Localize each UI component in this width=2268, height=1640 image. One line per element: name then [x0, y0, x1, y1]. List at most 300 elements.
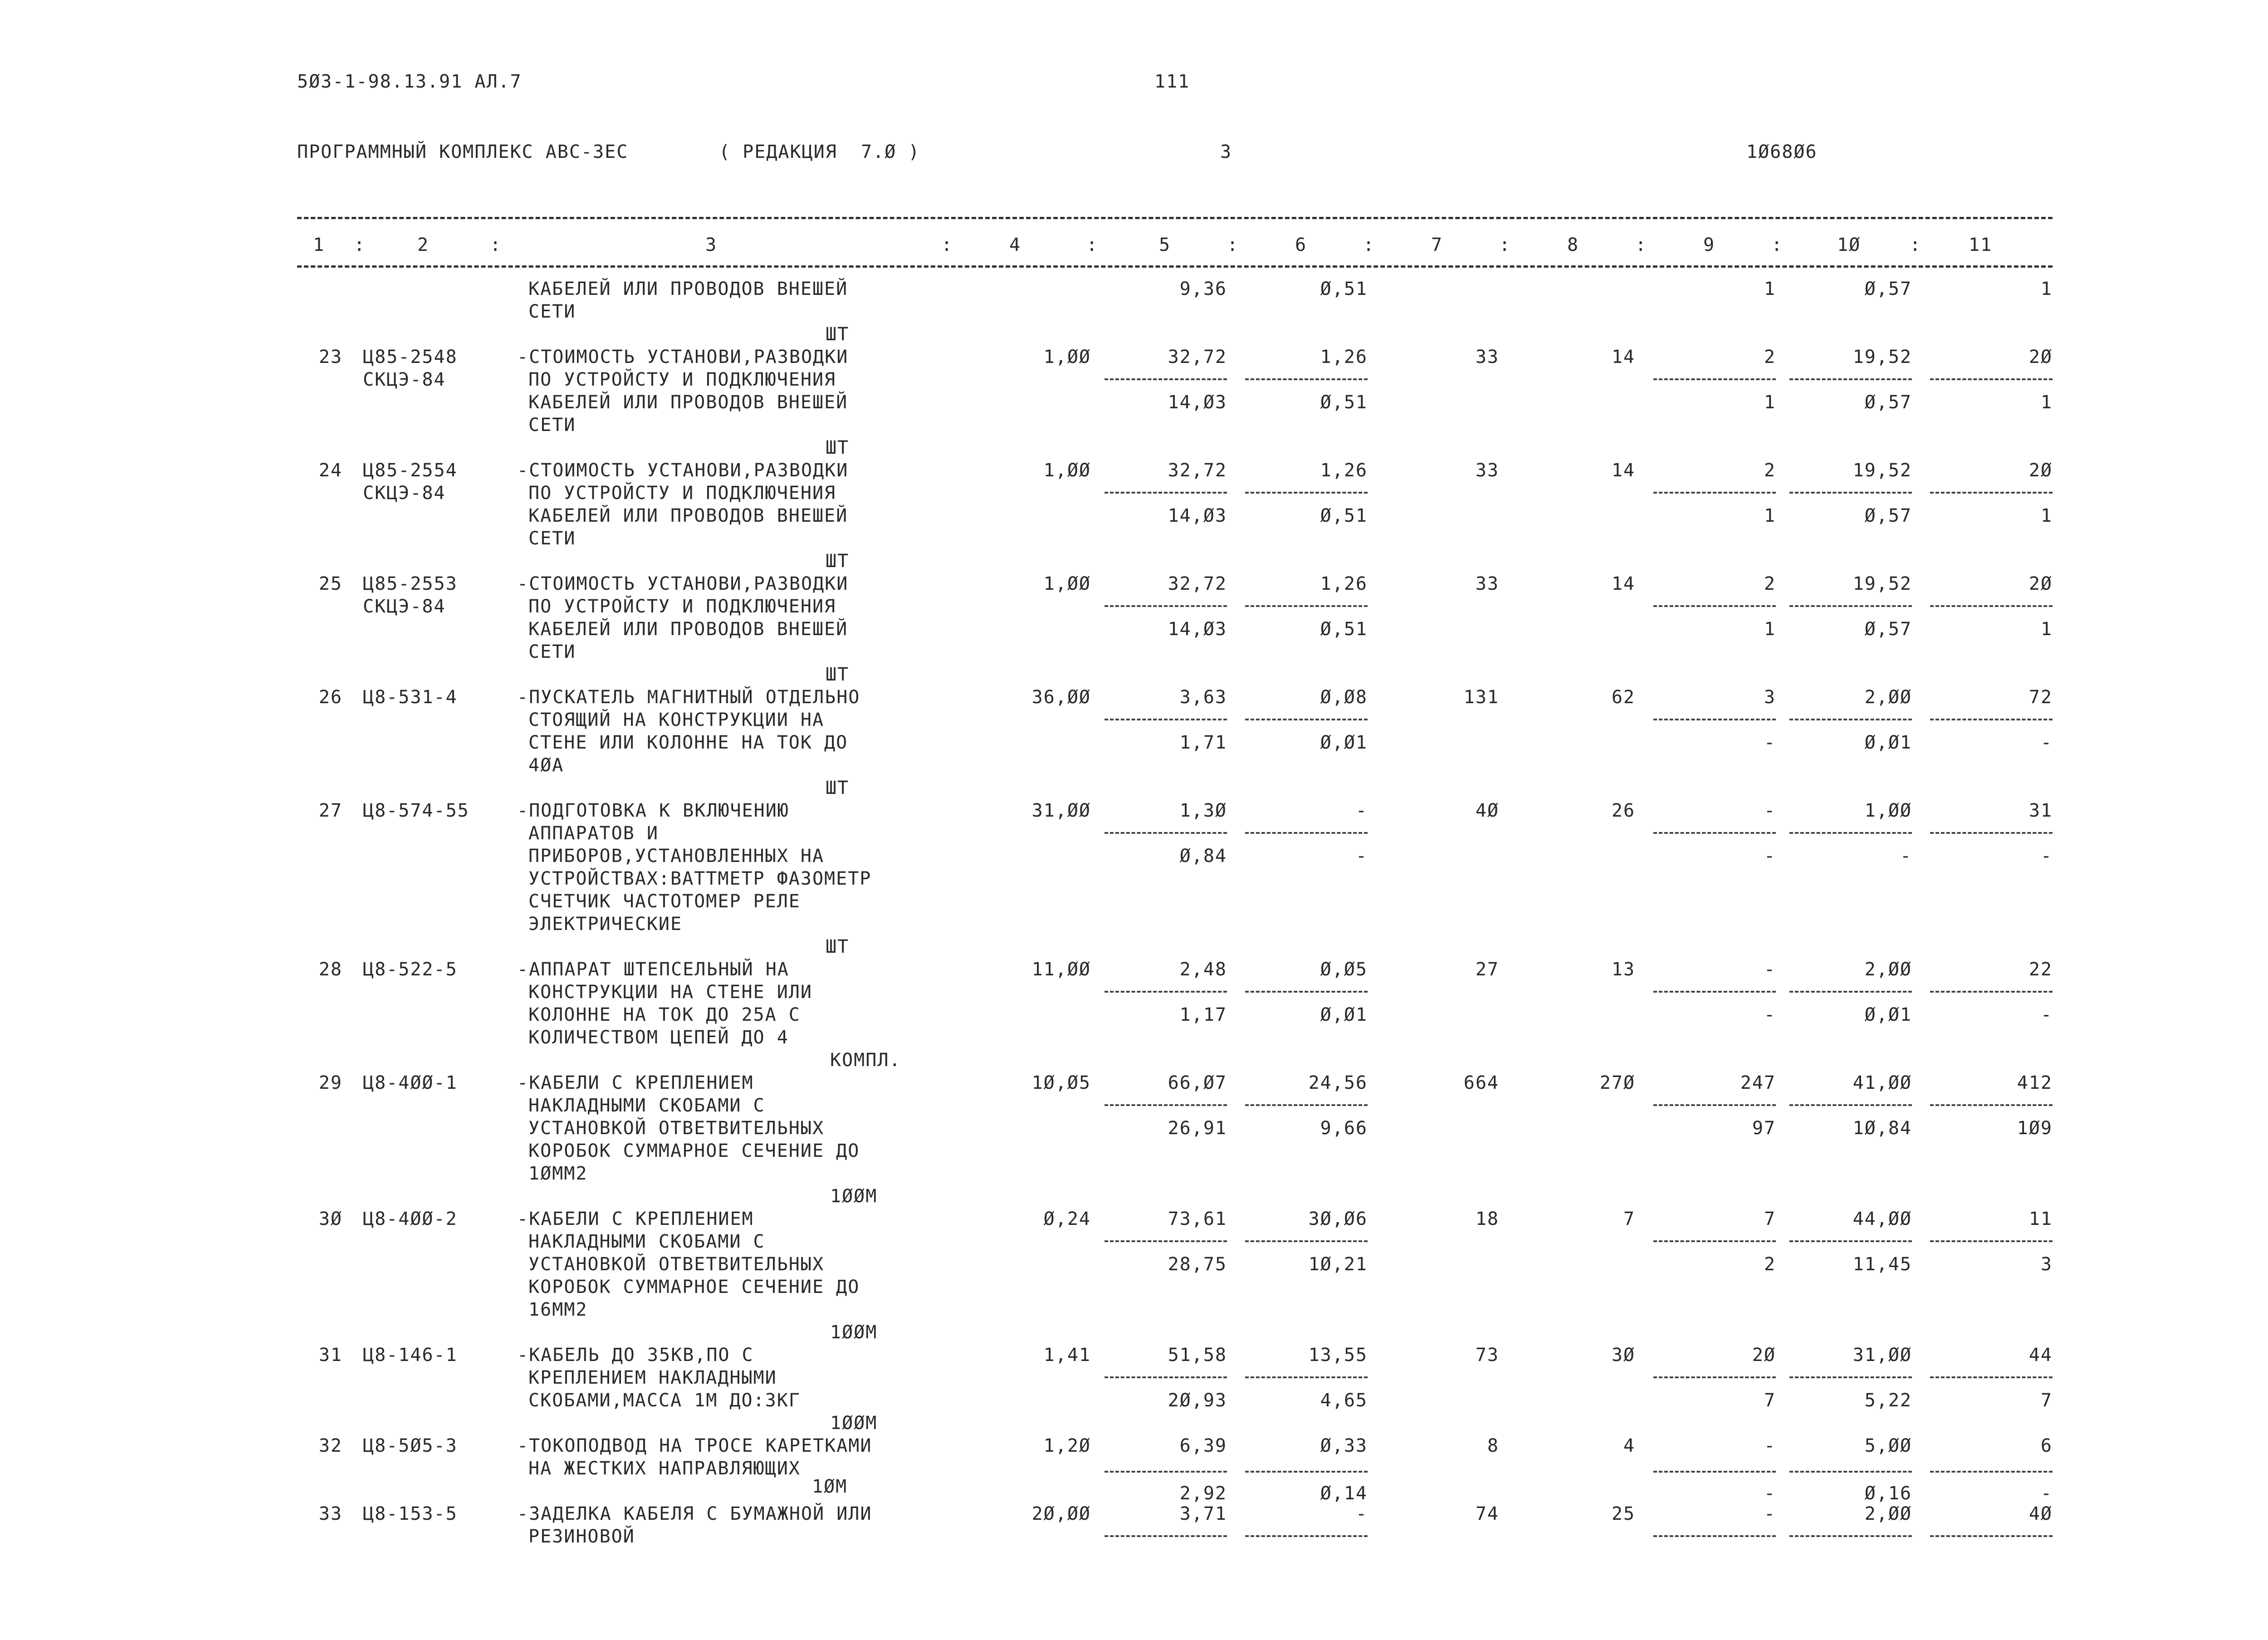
row-unit: ШТ [826, 778, 850, 798]
row-description-line: КОНСТРУКЦИИ НА СТЕНЕ ИЛИ [528, 982, 812, 1003]
row-description-line: -СТОИМОСТЬ УСТАНОВИ,РАЗВОДКИ [517, 573, 849, 594]
continuation-col11: 1 [2040, 279, 2053, 299]
row-description-line: КАБЕЛЕЙ ИЛИ ПРОВОДОВ ВНЕШЕЙ [528, 619, 848, 640]
continuation-col5: 9,36 [1179, 279, 1227, 299]
col-separator: : [354, 235, 366, 255]
value-separator [1930, 492, 2053, 494]
row-col6-upper: 1,26 [1320, 347, 1368, 367]
row-col5-upper: 6,39 [1179, 1435, 1227, 1456]
row-description-line: УСТАНОВКОЙ ОТВЕТВИТЕЛЬНЫХ [528, 1254, 825, 1275]
row-col8: 7 [1623, 1209, 1635, 1229]
row-description-line: -ПОДГОТОВКА К ВКЛЮЧЕНИЮ [517, 800, 789, 821]
col-separator: : [1910, 235, 1922, 255]
value-separator [1105, 1376, 1227, 1378]
row-col8: 26 [1611, 800, 1635, 821]
value-separator [1789, 991, 1912, 993]
row-quantity: 1,ØØ [1043, 573, 1091, 594]
value-separator [1105, 492, 1227, 494]
row-col5-upper: 32,72 [1168, 347, 1227, 367]
row-col6-lower: Ø,Ø1 [1320, 732, 1368, 753]
row-col7: 4Ø [1475, 800, 1499, 821]
value-separator [1245, 832, 1368, 834]
value-separator [1245, 719, 1368, 720]
row-unit: ШТ [826, 437, 850, 458]
value-separator [1789, 492, 1912, 494]
row-col10-upper: 2,ØØ [1864, 1503, 1912, 1524]
row-col11-upper: 2Ø [2028, 460, 2053, 481]
row-col5-upper: 73,61 [1168, 1209, 1227, 1229]
value-separator [1105, 605, 1227, 607]
row-col11-lower: - [2040, 732, 2053, 753]
row-description-line: КАБЕЛЕЙ ИЛИ ПРОВОДОВ ВНЕШЕЙ [528, 392, 848, 413]
row-col5-lower: 1,17 [1179, 1004, 1227, 1025]
row-col5-lower: 26,91 [1168, 1118, 1227, 1139]
row-col7: 33 [1475, 573, 1499, 594]
row-col9-lower: - [1764, 732, 1776, 753]
row-code: Ц8-522-5 [363, 959, 458, 980]
value-separator [1245, 1104, 1368, 1106]
row-col6-upper: 1,26 [1320, 573, 1368, 594]
row-quantity: 2Ø,ØØ [1031, 1503, 1091, 1524]
row-col6-upper: 1,26 [1320, 460, 1368, 481]
row-description-line: КОЛОННЕ НА ТОК ДО 25А С [528, 1004, 801, 1025]
row-col5-lower: 14,Ø3 [1168, 392, 1227, 413]
value-separator [1789, 1104, 1912, 1106]
value-separator [1245, 492, 1368, 494]
value-separator [1930, 378, 2053, 380]
row-number: 28 [318, 959, 342, 980]
row-col7: 8 [1487, 1435, 1499, 1456]
row-col5-lower: 2Ø,93 [1168, 1390, 1227, 1411]
value-separator [1930, 991, 2053, 993]
row-description-line: -ЗАДЕЛКА КАБЕЛЯ С БУМАЖНОЙ ИЛИ [517, 1503, 872, 1524]
table-top-rule [297, 217, 2053, 219]
row-col5-lower: Ø,84 [1179, 846, 1227, 867]
row-col11-lower: - [2040, 1004, 2053, 1025]
value-separator [1653, 1471, 1776, 1473]
row-code: Ц8-153-5 [363, 1503, 458, 1524]
row-col6-upper: 13,55 [1308, 1345, 1368, 1366]
row-description-line: -СТОИМОСТЬ УСТАНОВИ,РАЗВОДКИ [517, 347, 849, 367]
col-header-5: 5 [1159, 235, 1171, 255]
value-separator [1245, 1535, 1368, 1537]
row-col10-lower: Ø,16 [1864, 1483, 1912, 1504]
row-number: 3Ø [318, 1209, 342, 1229]
row-col5-upper: 3,71 [1179, 1503, 1227, 1524]
row-number: 29 [318, 1072, 342, 1093]
col-separator: : [941, 235, 953, 255]
row-quantity: 1Ø,Ø5 [1031, 1072, 1091, 1093]
row-col6-upper: - [1355, 1503, 1368, 1524]
col-separator: : [1499, 235, 1511, 255]
row-col11-upper: 2Ø [2028, 573, 2053, 594]
row-col11-upper: 22 [2028, 959, 2053, 980]
row-col9-upper: 2 [1764, 347, 1776, 367]
value-separator [1789, 1376, 1912, 1378]
value-separator [1789, 719, 1912, 720]
row-col7: 664 [1463, 1072, 1499, 1093]
value-separator [1789, 832, 1912, 834]
row-col8: 14 [1611, 347, 1635, 367]
row-code: Ц8-4ØØ-2 [363, 1209, 458, 1229]
row-col6-lower: Ø,14 [1320, 1483, 1368, 1504]
row-unit: ШТ [826, 664, 850, 685]
continuation-col9: 1 [1764, 279, 1776, 299]
value-separator [1105, 1240, 1227, 1242]
row-col9-lower: 97 [1752, 1118, 1776, 1139]
row-col7: 18 [1475, 1209, 1499, 1229]
row-col5-upper: 2,48 [1179, 959, 1227, 980]
value-separator [1789, 1240, 1912, 1242]
row-col6-upper: 24,56 [1308, 1072, 1368, 1093]
row-col9-lower: - [1764, 846, 1776, 867]
row-code: Ц8-574-55 [363, 800, 469, 821]
value-separator [1653, 719, 1776, 720]
value-separator [1245, 991, 1368, 993]
row-col11-lower: - [2040, 846, 2053, 867]
row-description-line: УСТАНОВКОЙ ОТВЕТВИТЕЛЬНЫХ [528, 1118, 825, 1139]
row-col9-upper: - [1764, 959, 1776, 980]
col-separator: : [1227, 235, 1239, 255]
value-separator [1653, 1104, 1776, 1106]
row-unit: КОМПЛ. [830, 1050, 901, 1071]
row-col9-lower: 1 [1764, 505, 1776, 526]
row-code: Ц8-146-1 [363, 1345, 458, 1366]
row-description-line: СЧЕТЧИК ЧАСТОТОМЕР РЕЛЕ [528, 891, 801, 912]
row-col9-lower: 2 [1764, 1254, 1776, 1275]
row-col8: 4 [1623, 1435, 1635, 1456]
continuation-col10: Ø,57 [1864, 279, 1912, 299]
document-id: 1Ø68Ø6 [1746, 142, 1818, 162]
row-description-line: ПО УСТРОЙСТУ И ПОДКЛЮЧЕНИЯ [528, 369, 836, 390]
value-separator [1930, 1240, 2053, 1242]
row-quantity: 1,ØØ [1043, 347, 1091, 367]
row-description-line: ЭЛЕКТРИЧЕСКИЕ [528, 914, 683, 935]
row-col8: 14 [1611, 460, 1635, 481]
row-col10-upper: 44,ØØ [1853, 1209, 1912, 1229]
row-col11-upper: 4Ø [2028, 1503, 2053, 1524]
document-code: 5Ø3-1-98.13.91 АЛ.7 [297, 71, 522, 92]
value-separator [1105, 1471, 1227, 1473]
row-number: 33 [318, 1503, 342, 1524]
col-header-10: 1Ø [1837, 235, 1861, 255]
col-header-7: 7 [1431, 235, 1443, 255]
row-col11-upper: 72 [2028, 687, 2053, 708]
row-code: Ц85-2548 [363, 347, 458, 367]
value-separator [1930, 1535, 2053, 1537]
value-separator [1789, 605, 1912, 607]
row-col9-upper: 3 [1764, 687, 1776, 708]
row-col9-upper: - [1764, 1503, 1776, 1524]
row-col8: 14 [1611, 573, 1635, 594]
value-separator [1930, 832, 2053, 834]
row-col11-upper: 2Ø [2028, 347, 2053, 367]
row-col7: 74 [1475, 1503, 1499, 1524]
row-code: Ц8-531-4 [363, 687, 458, 708]
value-separator [1653, 832, 1776, 834]
row-col7: 131 [1463, 687, 1499, 708]
row-description-line: -ПУСКАТЕЛЬ МАГНИТНЫЙ ОТДЕЛЬНО [517, 687, 860, 708]
row-col6-lower: 4,65 [1320, 1390, 1368, 1411]
row-code-secondary: СКЦЭ-84 [363, 369, 446, 390]
col-header-6: 6 [1295, 235, 1307, 255]
continuation-desc-line: СЕТИ [528, 301, 576, 322]
row-code: Ц85-2554 [363, 460, 458, 481]
row-description-line: -КАБЕЛЬ ДО 35КВ,ПО С [517, 1345, 754, 1366]
row-col6-upper: - [1355, 800, 1368, 821]
row-col5-lower: 1,71 [1179, 732, 1227, 753]
row-description-line: -КАБЕЛИ С КРЕПЛЕНИЕМ [517, 1072, 754, 1093]
row-unit: ШТ [826, 936, 850, 957]
row-col11-lower: 1 [2040, 619, 2053, 640]
row-col11-lower: 1 [2040, 392, 2053, 413]
col-separator: : [1086, 235, 1099, 255]
row-col5-lower: 2,92 [1179, 1483, 1227, 1504]
value-separator [1653, 991, 1776, 993]
row-quantity: Ø,24 [1043, 1209, 1091, 1229]
row-col10-lower: Ø,57 [1864, 505, 1912, 526]
row-description-line: СЕТИ [528, 528, 576, 549]
row-code: Ц85-2553 [363, 573, 458, 594]
continuation-unit: ШТ [826, 324, 850, 345]
row-unit: ШТ [826, 551, 850, 572]
row-col6-lower: - [1355, 846, 1368, 867]
row-col9-lower: 1 [1764, 619, 1776, 640]
row-col10-lower: Ø,57 [1864, 392, 1912, 413]
value-separator [1653, 605, 1776, 607]
col-separator: : [1363, 235, 1375, 255]
value-separator [1245, 378, 1368, 380]
row-col8: 13 [1611, 959, 1635, 980]
value-separator [1245, 605, 1368, 607]
value-separator [1930, 1471, 2053, 1473]
row-col6-upper: 3Ø,Ø6 [1308, 1209, 1368, 1229]
row-col6-upper: Ø,33 [1320, 1435, 1368, 1456]
row-col11-upper: 412 [2017, 1072, 2053, 1093]
row-col6-lower: Ø,Ø1 [1320, 1004, 1368, 1025]
row-col7: 27 [1475, 959, 1499, 980]
row-col9-upper: - [1764, 1435, 1776, 1456]
row-col11-lower: 3 [2040, 1254, 2053, 1275]
row-col5-upper: 1,3Ø [1179, 800, 1227, 821]
row-description-line: -КАБЕЛИ С КРЕПЛЕНИЕМ [517, 1209, 754, 1229]
row-col5-upper: 32,72 [1168, 460, 1227, 481]
row-quantity: 36,ØØ [1031, 687, 1091, 708]
row-col11-lower: 1Ø9 [2017, 1118, 2053, 1139]
row-code: Ц8-5Ø5-3 [363, 1435, 458, 1456]
row-col10-upper: 2,ØØ [1864, 687, 1912, 708]
row-col8: 25 [1611, 1503, 1635, 1524]
sheet-number: 3 [1220, 142, 1232, 162]
row-description-line: СКОБАМИ,МАССА 1М ДО:3КГ [528, 1390, 801, 1411]
row-col9-lower: - [1764, 1483, 1776, 1504]
row-description-line: 1ØММ2 [528, 1163, 588, 1184]
row-col5-upper: 32,72 [1168, 573, 1227, 594]
row-col5-upper: 51,58 [1168, 1345, 1227, 1366]
value-separator [1930, 1104, 2053, 1106]
value-separator [1653, 378, 1776, 380]
row-col9-upper: 2Ø [1752, 1345, 1776, 1366]
col-header-1: 1 [313, 235, 325, 255]
row-code-secondary: СКЦЭ-84 [363, 596, 446, 617]
row-col10-lower: 11,45 [1853, 1254, 1912, 1275]
col-header-9: 9 [1703, 235, 1716, 255]
row-quantity: 31,ØØ [1031, 800, 1091, 821]
row-col9-upper: 2 [1764, 573, 1776, 594]
row-quantity: 1,2Ø [1043, 1435, 1091, 1456]
value-separator [1930, 719, 2053, 720]
row-description-line: АППАРАТОВ И [528, 823, 659, 844]
value-separator [1653, 492, 1776, 494]
row-col9-lower: 7 [1764, 1390, 1776, 1411]
row-col9-lower: 1 [1764, 392, 1776, 413]
row-number: 23 [318, 347, 342, 367]
row-col6-lower: Ø,51 [1320, 619, 1368, 640]
row-number: 27 [318, 800, 342, 821]
row-col9-upper: 247 [1740, 1072, 1776, 1093]
value-separator [1105, 1535, 1227, 1537]
value-separator [1930, 1376, 2053, 1378]
row-description-line: КРЕПЛЕНИЕМ НАКЛАДНЫМИ [528, 1367, 777, 1388]
row-col5-upper: 66,Ø7 [1168, 1072, 1227, 1093]
row-quantity: 1,ØØ [1043, 460, 1091, 481]
row-col5-lower: 14,Ø3 [1168, 619, 1227, 640]
program-title: ПРОГРАММНЫЙ КОМПЛЕКС АВС-3ЕС [297, 142, 629, 162]
row-col10-upper: 31,ØØ [1853, 1345, 1912, 1366]
row-number: 25 [318, 573, 342, 594]
row-col10-upper: 5,ØØ [1864, 1435, 1912, 1456]
col-header-4: 4 [1009, 235, 1022, 255]
value-separator [1105, 991, 1227, 993]
row-col8: 27Ø [1599, 1072, 1635, 1093]
value-separator [1105, 378, 1227, 380]
row-description-line: -ТОКОПОДВОД НА ТРОСЕ КАРЕТКАМИ [517, 1435, 872, 1456]
row-description-line: ПО УСТРОЙСТУ И ПОДКЛЮЧЕНИЯ [528, 596, 836, 617]
col-separator: : [490, 235, 502, 255]
row-col8: 3Ø [1611, 1345, 1635, 1366]
row-description-line: ПРИБОРОВ,УСТАНОВЛЕННЫХ НА [528, 846, 825, 867]
value-separator [1105, 1104, 1227, 1106]
value-separator [1653, 1240, 1776, 1242]
row-col5-lower: 14,Ø3 [1168, 505, 1227, 526]
row-description-line: 4ØА [528, 755, 564, 776]
row-col10-lower: - [1900, 846, 1912, 867]
row-description-line: РЕЗИНОВОЙ [528, 1526, 635, 1547]
row-number: 31 [318, 1345, 342, 1366]
row-code: Ц8-4ØØ-1 [363, 1072, 458, 1093]
col-separator: : [1771, 235, 1784, 255]
row-col10-upper: 19,52 [1853, 460, 1912, 481]
row-col5-upper: 3,63 [1179, 687, 1227, 708]
row-col11-upper: 11 [2028, 1209, 2053, 1229]
row-description-line: УСТРОЙСТВАХ:ВАТТМЕТР ФАЗОМЕТР [528, 868, 872, 889]
row-quantity: 1,41 [1043, 1345, 1091, 1366]
row-col10-lower: Ø,57 [1864, 619, 1912, 640]
row-col10-upper: 2,ØØ [1864, 959, 1912, 980]
row-col10-lower: Ø,Ø1 [1864, 1004, 1912, 1025]
row-col5-lower: 28,75 [1168, 1254, 1227, 1275]
row-col7: 33 [1475, 460, 1499, 481]
row-number: 26 [318, 687, 342, 708]
row-col10-upper: 1,ØØ [1864, 800, 1912, 821]
row-description-line: ПО УСТРОЙСТУ И ПОДКЛЮЧЕНИЯ [528, 483, 836, 504]
row-col6-lower: Ø,51 [1320, 392, 1368, 413]
row-col6-lower: Ø,51 [1320, 505, 1368, 526]
value-separator [1789, 378, 1912, 380]
value-separator [1789, 1535, 1912, 1537]
value-separator [1105, 832, 1227, 834]
value-separator [1105, 719, 1227, 720]
row-description-line: -АППАРАТ ШТЕПСЕЛЬНЫЙ НА [517, 959, 789, 980]
row-col10-lower: 5,22 [1864, 1390, 1912, 1411]
col-header-11: 11 [1969, 235, 1993, 255]
page-number: 111 [1154, 71, 1190, 92]
row-col10-upper: 19,52 [1853, 573, 1912, 594]
continuation-desc-line: КАБЕЛЕЙ ИЛИ ПРОВОДОВ ВНЕШЕЙ [528, 279, 848, 299]
row-description-line: КАБЕЛЕЙ ИЛИ ПРОВОДОВ ВНЕШЕЙ [528, 505, 848, 526]
row-col10-upper: 19,52 [1853, 347, 1912, 367]
row-description-line: СТЕНЕ ИЛИ КОЛОННЕ НА ТОК ДО [528, 732, 848, 753]
row-description-line: КОЛИЧЕСТВОМ ЦЕПЕЙ ДО 4 [528, 1027, 789, 1048]
row-col11-lower: 7 [2040, 1390, 2053, 1411]
row-description-line: 16ММ2 [528, 1299, 588, 1320]
row-col11-upper: 44 [2028, 1345, 2053, 1366]
row-col10-lower: 1Ø,84 [1853, 1118, 1912, 1139]
row-col9-lower: - [1764, 1004, 1776, 1025]
row-code-secondary: СКЦЭ-84 [363, 483, 446, 504]
row-col10-lower: Ø,Ø1 [1864, 732, 1912, 753]
row-number: 32 [318, 1435, 342, 1456]
row-number: 24 [318, 460, 342, 481]
col-header-8: 8 [1567, 235, 1579, 255]
row-col11-upper: 31 [2028, 800, 2053, 821]
row-unit: 1ØМ [812, 1476, 848, 1497]
row-col11-upper: 6 [2040, 1435, 2053, 1456]
row-col6-lower: 1Ø,21 [1308, 1254, 1368, 1275]
col-separator: : [1635, 235, 1647, 255]
row-description-line: НАКЛАДНЫМИ СКОБАМИ С [528, 1095, 765, 1116]
row-col6-lower: 9,66 [1320, 1118, 1368, 1139]
row-col7: 73 [1475, 1345, 1499, 1366]
row-col9-upper: - [1764, 800, 1776, 821]
row-description-line: СЕТИ [528, 415, 576, 436]
row-col6-upper: Ø,Ø8 [1320, 687, 1368, 708]
row-description-line: СТОЯЩИЙ НА КОНСТРУКЦИИ НА [528, 710, 825, 730]
row-col6-upper: Ø,Ø5 [1320, 959, 1368, 980]
program-edition: ( РЕДАКЦИЯ 7.Ø ) [719, 142, 920, 162]
row-col7: 33 [1475, 347, 1499, 367]
row-quantity: 11,ØØ [1031, 959, 1091, 980]
row-description-line: НАКЛАДНЫМИ СКОБАМИ С [528, 1231, 765, 1252]
col-header-3: 3 [705, 235, 718, 255]
row-unit: 1ØØМ [830, 1413, 878, 1434]
value-separator [1930, 605, 2053, 607]
value-separator [1245, 1471, 1368, 1473]
row-col10-upper: 41,ØØ [1853, 1072, 1912, 1093]
table-header-rule [297, 265, 2053, 268]
row-unit: 1ØØМ [830, 1186, 878, 1207]
row-description-line: -СТОИМОСТЬ УСТАНОВИ,РАЗВОДКИ [517, 460, 849, 481]
value-separator [1245, 1240, 1368, 1242]
row-description-line: НА ЖЕСТКИХ НАПРАВЛЯЮЩИХ [528, 1458, 801, 1479]
value-separator [1789, 1471, 1912, 1473]
row-description-line: КОРОБОК СУММАРНОЕ СЕЧЕНИЕ ДО [528, 1277, 860, 1297]
row-col9-upper: 7 [1764, 1209, 1776, 1229]
continuation-col6: Ø,51 [1320, 279, 1368, 299]
row-col11-lower: 1 [2040, 505, 2053, 526]
row-col8: 62 [1611, 687, 1635, 708]
value-separator [1245, 1376, 1368, 1378]
